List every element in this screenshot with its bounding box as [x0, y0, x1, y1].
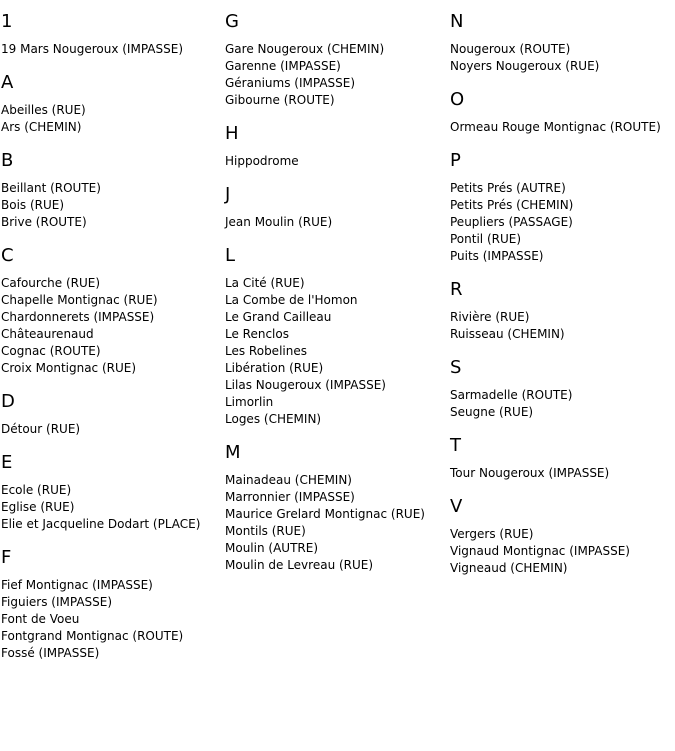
- street-list: [1, 482, 223, 533]
- street-entry: Le Grand Cailleau: [225, 310, 332, 324]
- street-entry: Cognac (ROUTE): [1, 344, 101, 358]
- letter-section: [1, 150, 223, 231]
- street-entry: Jean Moulin (RUE): [225, 215, 333, 229]
- letter-section: [1, 245, 223, 377]
- letter-section: [450, 435, 675, 482]
- letter-section: [450, 150, 675, 265]
- section-letter-heading: T: [450, 435, 461, 456]
- street-entry: Sarmadelle (ROUTE): [450, 388, 573, 402]
- street-entry: Brive (ROUTE): [1, 215, 87, 229]
- letter-section: [450, 357, 675, 421]
- street-entry: Elie et Jacqueline Dodart (PLACE): [1, 517, 201, 531]
- letter-section: [225, 245, 447, 428]
- section-letter-heading: R: [450, 279, 463, 300]
- street-entry: Puits (IMPASSE): [450, 249, 544, 263]
- street-entry: Détour (RUE): [1, 422, 81, 436]
- street-entry: Nougeroux (ROUTE): [450, 42, 571, 56]
- section-letter-heading: L: [225, 245, 236, 266]
- index-column: [450, 11, 675, 591]
- street-list: [1, 180, 223, 231]
- section-letter-heading: P: [450, 150, 461, 171]
- letter-section: [225, 123, 447, 170]
- street-entry: Croix Montignac (RUE): [1, 361, 137, 375]
- section-letter-heading: B: [1, 150, 14, 171]
- street-entry: Ruisseau (CHEMIN): [450, 327, 565, 341]
- street-entry: Le Renclos: [225, 327, 289, 341]
- street-entry: Libération (RUE): [225, 361, 324, 375]
- street-entry: Moulin (AUTRE): [225, 541, 318, 555]
- street-entry: Beillant (ROUTE): [1, 181, 101, 195]
- section-letter-heading: S: [450, 357, 462, 378]
- street-list: [450, 309, 675, 343]
- letter-section: [450, 11, 675, 75]
- letter-section: [225, 442, 447, 574]
- section-letter-heading: A: [1, 72, 14, 93]
- street-entry: Eglise (RUE): [1, 500, 75, 514]
- street-list: [225, 214, 447, 231]
- section-letter-heading: D: [1, 391, 15, 412]
- street-entry: Géraniums (IMPASSE): [225, 76, 356, 90]
- street-entry: Gibourne (ROUTE): [225, 93, 335, 107]
- street-entry: Noyers Nougeroux (RUE): [450, 59, 600, 73]
- street-entry: Ars (CHEMIN): [1, 120, 82, 134]
- street-entry: Figuiers (IMPASSE): [1, 595, 113, 609]
- street-entry: Montils (RUE): [225, 524, 306, 538]
- section-letter-heading: M: [225, 442, 241, 463]
- letter-section: [1, 72, 223, 136]
- street-entry: Petits Prés (CHEMIN): [450, 198, 574, 212]
- letter-section: [450, 496, 675, 577]
- street-entry: La Cité (RUE): [225, 276, 305, 290]
- street-list: [450, 180, 675, 265]
- street-entry: Ecole (RUE): [1, 483, 72, 497]
- street-entry: Chardonnerets (IMPASSE): [1, 310, 155, 324]
- street-entry: Garenne (IMPASSE): [225, 59, 341, 73]
- street-entry: Ormeau Rouge Montignac (ROUTE): [450, 120, 661, 134]
- street-list: [1, 275, 223, 377]
- section-letter-heading: E: [1, 452, 13, 473]
- letter-section: [1, 452, 223, 533]
- letter-section: [225, 11, 447, 109]
- street-entry: Fossé (IMPASSE): [1, 646, 100, 660]
- section-letter-heading: V: [450, 496, 463, 517]
- street-list: [450, 387, 675, 421]
- letter-section: [450, 89, 675, 136]
- letter-section: [1, 11, 223, 58]
- street-entry: Vergers (RUE): [450, 527, 534, 541]
- street-entry: Les Robelines: [225, 344, 307, 358]
- street-entry: Vigneaud (CHEMIN): [450, 561, 568, 575]
- letter-section: [225, 184, 447, 231]
- street-entry: Maurice Grelard Montignac (RUE): [225, 507, 425, 521]
- street-list: [450, 41, 675, 75]
- letter-section: [450, 279, 675, 343]
- street-entry: Limorlin: [225, 395, 274, 409]
- street-entry: 19 Mars Nougeroux (IMPASSE): [1, 42, 183, 56]
- street-entry: Rivière (RUE): [450, 310, 530, 324]
- section-letter-heading: O: [450, 89, 465, 110]
- letter-section: [1, 391, 223, 438]
- street-list: [225, 472, 447, 574]
- section-letter-heading: F: [1, 547, 12, 568]
- section-letter-heading: J: [225, 184, 231, 205]
- street-list: [450, 465, 675, 482]
- street-entry: Peupliers (PASSAGE): [450, 215, 573, 229]
- street-entry: Marronnier (IMPASSE): [225, 490, 355, 504]
- street-entry: Font de Voeu: [1, 612, 80, 626]
- section-letter-heading: C: [1, 245, 14, 266]
- street-entry: Fief Montignac (IMPASSE): [1, 578, 153, 592]
- index-column: [1, 11, 223, 676]
- street-list: [225, 153, 447, 170]
- street-list: [225, 41, 447, 109]
- street-list: [225, 275, 447, 428]
- street-entry: Tour Nougeroux (IMPASSE): [450, 466, 610, 480]
- street-entry: Abeilles (RUE): [1, 103, 86, 117]
- street-list: [1, 102, 223, 136]
- street-entry: La Combe de l'Homon: [225, 293, 358, 307]
- street-entry: Mainadeau (CHEMIN): [225, 473, 352, 487]
- street-entry: Gare Nougeroux (CHEMIN): [225, 42, 385, 56]
- section-letter-heading: N: [450, 11, 464, 32]
- street-entry: Vignaud Montignac (IMPASSE): [450, 544, 630, 558]
- section-letter-heading: H: [225, 123, 239, 144]
- street-list: [450, 526, 675, 577]
- street-entry: Fontgrand Montignac (ROUTE): [1, 629, 184, 643]
- street-entry: Cafourche (RUE): [1, 276, 101, 290]
- street-entry: Châteaurenaud: [1, 327, 94, 341]
- street-entry: Loges (CHEMIN): [225, 412, 322, 426]
- index-column: [225, 11, 447, 588]
- letter-section: [1, 547, 223, 662]
- street-list: [450, 119, 675, 136]
- street-entry: Moulin de Levreau (RUE): [225, 558, 374, 572]
- street-entry: Chapelle Montignac (RUE): [1, 293, 158, 307]
- street-entry: Petits Prés (AUTRE): [450, 181, 566, 195]
- street-entry: Lilas Nougeroux (IMPASSE): [225, 378, 386, 392]
- street-entry: Pontil (RUE): [450, 232, 522, 246]
- street-list: [1, 421, 223, 438]
- street-entry: Seugne (RUE): [450, 405, 534, 419]
- street-list: [1, 41, 223, 58]
- street-list: [1, 577, 223, 662]
- section-letter-heading: G: [225, 11, 239, 32]
- street-entry: Bois (RUE): [1, 198, 65, 212]
- street-entry: Hippodrome: [225, 154, 299, 168]
- section-letter-heading: 1: [1, 11, 13, 32]
